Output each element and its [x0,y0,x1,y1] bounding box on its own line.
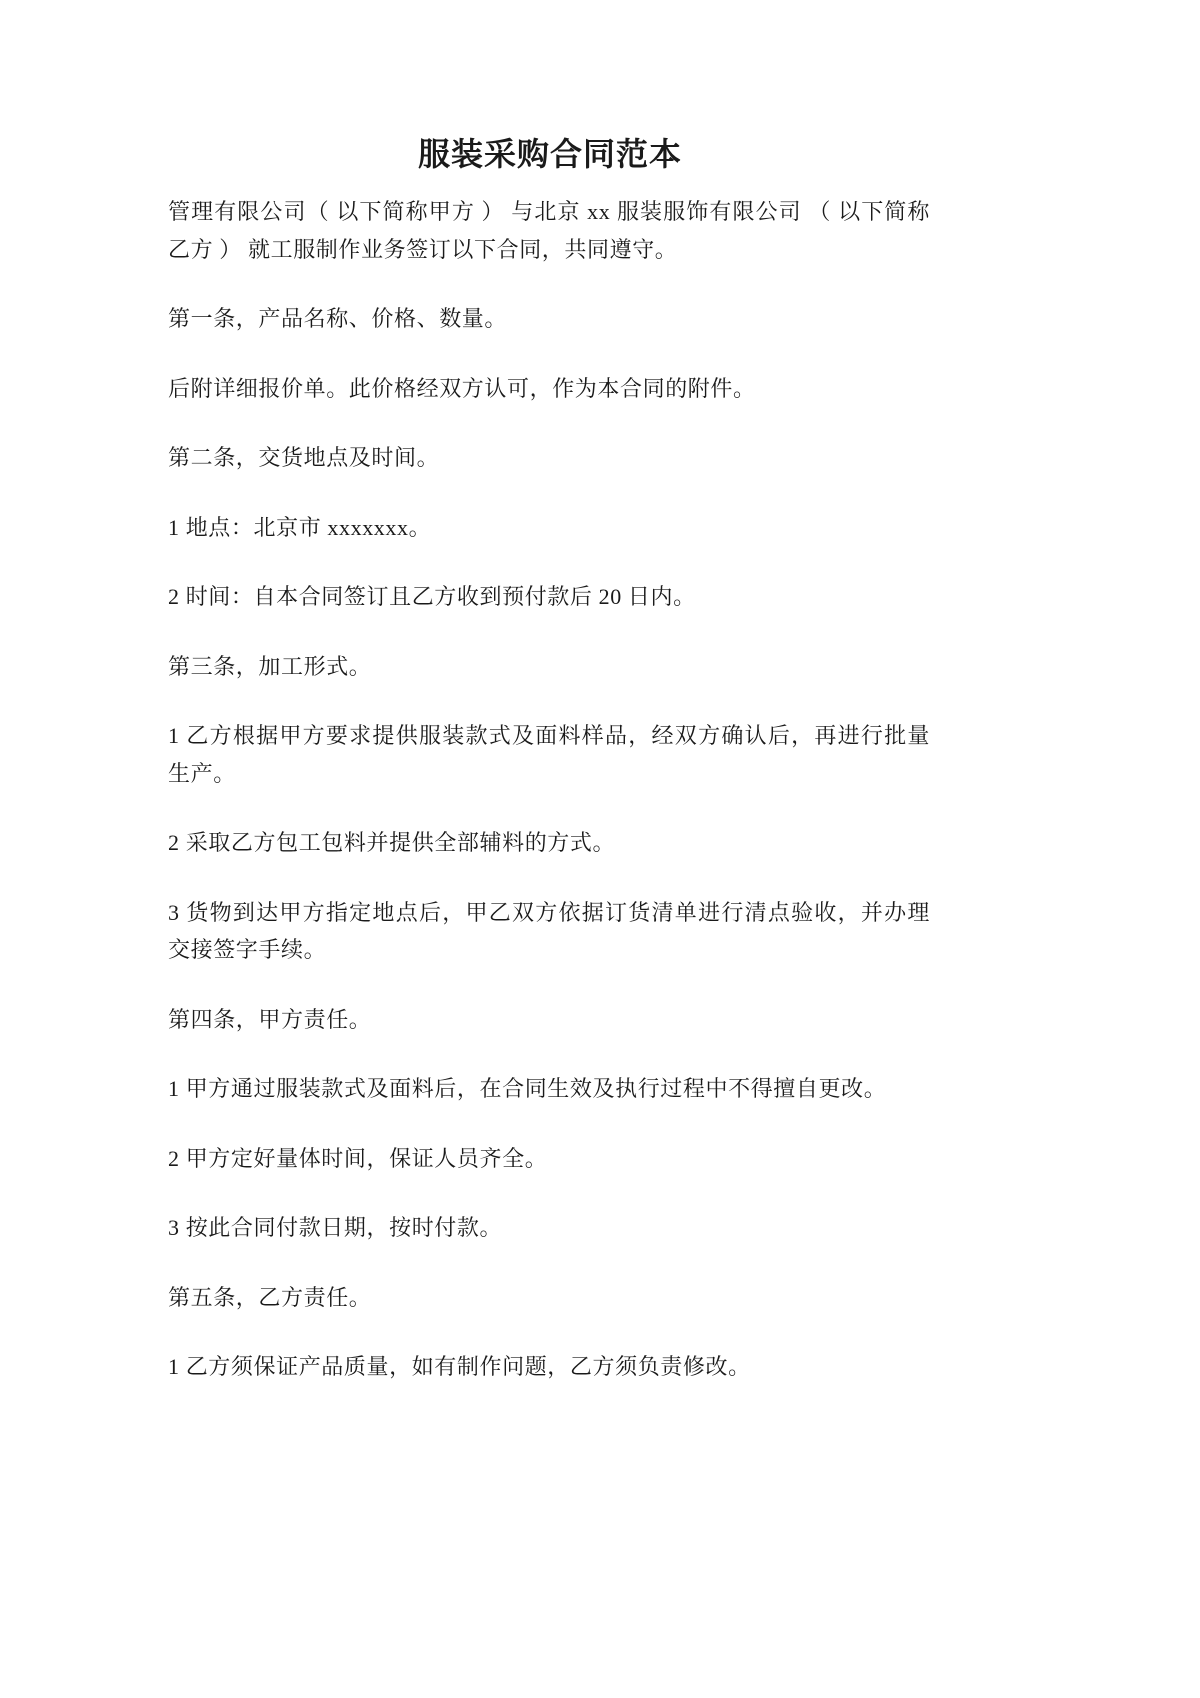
article-5-heading: 第五条，乙方责任。 [168,1284,372,1310]
document-title: 服装采购合同范本 [417,136,682,172]
article-2-heading: 第二条，交货地点及时间。 [168,445,440,470]
document-body [168,193,930,1418]
article-4-item-1: 1 甲方通过服装款式及面料后，在合同生效及执行过程中不得擅自更改。 [168,1076,887,1101]
article-3-item-1: 1 乙方根据甲方要求提供服装款式及面料样品，经双方确认后，再进行批量生产。 [168,723,930,786]
article-3-item-3: 3 货物到达甲方指定地点后，甲乙双方依据订货清单进行清点验收，并办理交接签字手续。 [168,899,930,962]
article-3-item-2: 2 采取乙方包工包料并提供全部辅料的方式。 [168,830,616,855]
article-1-text: 后附详细报价单。此价格经双方认可，作为本合同的附件。 [168,375,756,401]
article-2-item-2: 2 时间：自本合同签订且乙方收到预付款后 20 日内。 [168,584,696,609]
article-1-heading: 第一条，产品名称、价格、数量。 [168,306,508,331]
article-4-heading: 第四条，甲方责任。 [168,1006,372,1032]
article-5-item-1: 1 乙方须保证产品质量，如有制作问题，乙方须负责修改。 [168,1354,751,1379]
article-4-item-3: 3 按此合同付款日期，按时付款。 [168,1215,503,1240]
article-4-item-2: 2 甲方定好量体时间，保证人员齐全。 [168,1145,548,1171]
article-3-heading: 第三条，加工形式。 [168,653,372,679]
article-2-item-1: 1 地点：北京市 xxxxxxx。 [168,514,432,540]
intro-paragraph: 管理有限公司（ 以下简称甲方 ） 与北京 xx 服装服饰有限公司 （ 以下简称乙方 ） 就工服制作业务签订以下合同，共同遵守。 [168,199,930,262]
